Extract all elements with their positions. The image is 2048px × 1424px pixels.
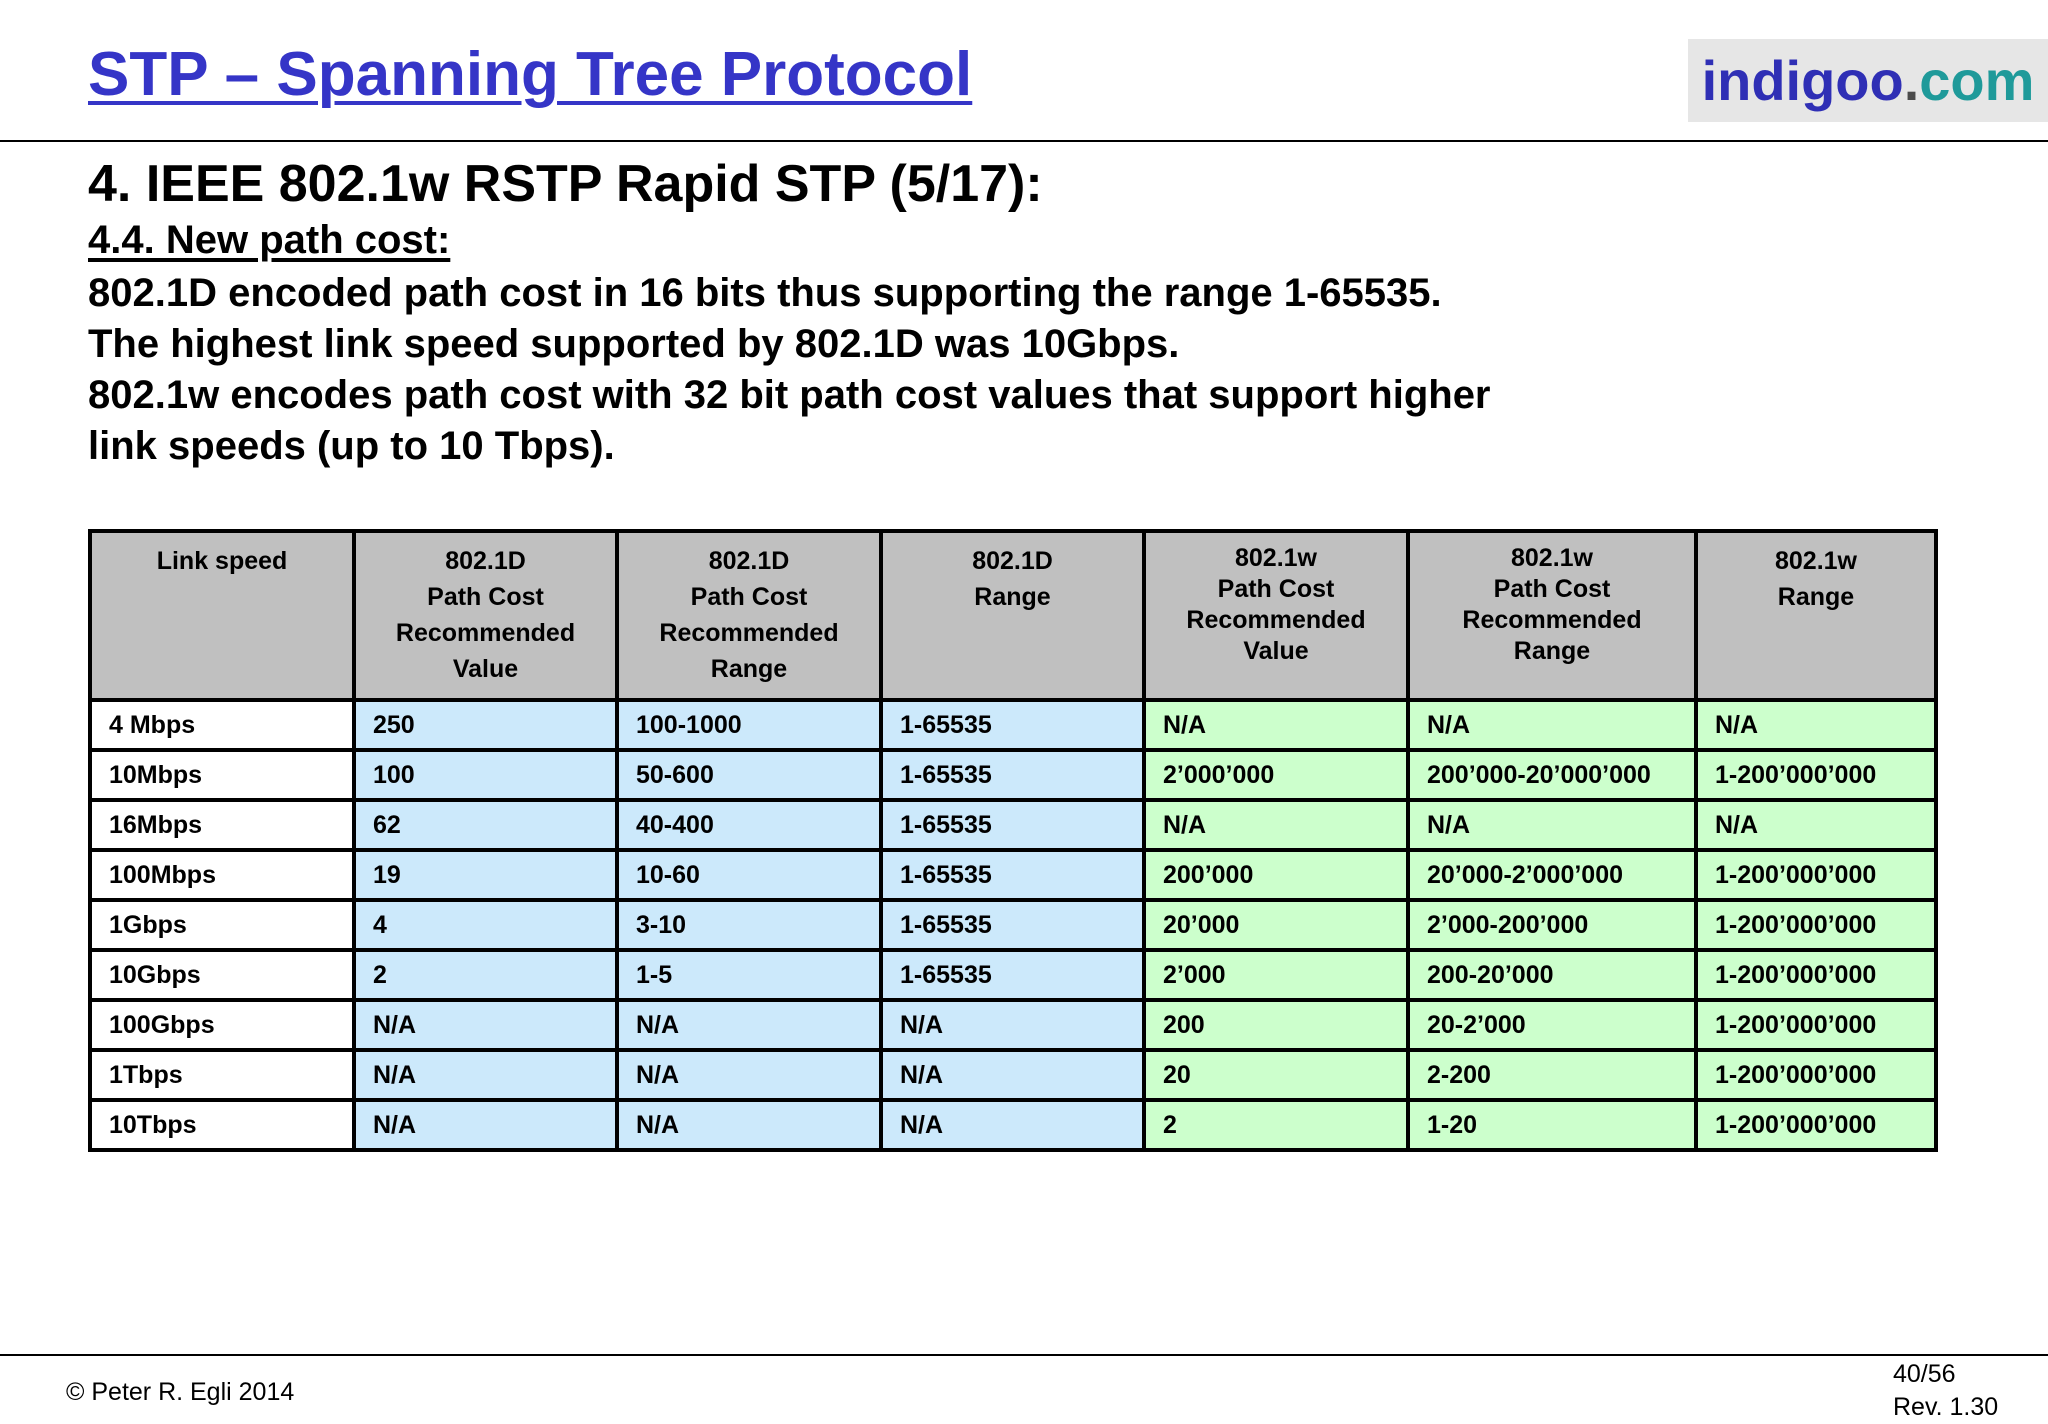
table-cell: 200’000-20’000’000 (1408, 750, 1696, 800)
table-cell: N/A (354, 1000, 617, 1050)
table-cell: 20 (1144, 1050, 1408, 1100)
table-cell: N/A (881, 1050, 1144, 1100)
header-line: Value (452, 655, 519, 683)
page-number: 40/56 (1893, 1360, 1956, 1388)
table-cell: 1-65535 (881, 800, 1144, 850)
table-row (90, 1100, 1936, 1150)
table-cell: 2 (1144, 1100, 1408, 1150)
table-row (90, 950, 1936, 1000)
table-cell: 3-10 (617, 900, 881, 950)
table-cell: 1Tbps (90, 1050, 354, 1100)
header-line: Range (1513, 637, 1591, 665)
header-8021w-cost-value (1144, 531, 1408, 700)
table-cell: 50-600 (617, 750, 881, 800)
table-cell: 2’000-200’000 (1408, 900, 1696, 950)
header-line: Path Cost (690, 583, 808, 611)
table-row (90, 900, 1936, 950)
table-cell: N/A (1144, 800, 1408, 850)
table-cell: 1-65535 (881, 900, 1144, 950)
header-line: Recommended (395, 619, 576, 647)
table-cell: 200-20’000 (1408, 950, 1696, 1000)
table-cell: 10Mbps (90, 750, 354, 800)
table-cell: 2’000’000 (1144, 750, 1408, 800)
table-row (90, 1000, 1936, 1050)
table-cell: 19 (354, 850, 617, 900)
table-cell: 10-60 (617, 850, 881, 900)
paragraph-line: link speeds (up to 10 Tbps). (88, 424, 615, 468)
subsection-heading: 4.4. New path cost: (88, 218, 451, 262)
table-cell: N/A (1408, 700, 1696, 750)
table-row (90, 850, 1936, 900)
paragraph-line: 802.1w encodes path cost with 32 bit path cost values that support higher (88, 373, 1491, 417)
table-cell: 20-2’000 (1408, 1000, 1696, 1050)
revision-label: Rev. 1.30 (1893, 1393, 1999, 1421)
table-cell: 1-200’000’000 (1696, 950, 1936, 1000)
table-cell: 1-200’000’000 (1696, 1050, 1936, 1100)
header-link-speed (90, 531, 354, 700)
header-line: Path Cost (1493, 575, 1611, 603)
section-heading: 4. IEEE 802.1w RSTP Rapid STP (5/17): (88, 155, 1043, 213)
table-cell: 10Gbps (90, 950, 354, 1000)
header-line: Link speed (156, 547, 288, 575)
header-line: 802.1D (972, 547, 1053, 575)
table-cell: 1-20 (1408, 1100, 1696, 1150)
table-cell: 4 (354, 900, 617, 950)
table-cell: 2’000 (1144, 950, 1408, 1000)
page-info (1893, 1358, 1998, 1424)
table-cell: N/A (1144, 700, 1408, 750)
header-8021w-cost-range (1408, 531, 1696, 700)
slide-title: STP – Spanning Tree Protocol (88, 40, 973, 109)
table-cell: 1-65535 (881, 750, 1144, 800)
header-line: 802.1w (1510, 544, 1593, 572)
body-paragraph (88, 268, 1788, 472)
header-line: 802.1D (445, 547, 526, 575)
table-cell: N/A (1408, 800, 1696, 850)
table-cell: 62 (354, 800, 617, 850)
logo-text-dot: . (1903, 49, 1920, 112)
header-line: Recommended (659, 619, 839, 647)
table-row (90, 700, 1936, 750)
header-divider (0, 140, 2048, 142)
header-line: Range (974, 583, 1051, 611)
table-cell: 200 (1144, 1000, 1408, 1050)
table-cell: 10Tbps (90, 1100, 354, 1150)
paragraph-line: 802.1D encoded path cost in 16 bits thus supporting the range 1-65535. (88, 271, 1442, 315)
header-8021w-range (1696, 531, 1936, 700)
header-line: Range (1777, 583, 1855, 611)
table-cell: N/A (617, 1000, 881, 1050)
table-row (90, 750, 1936, 800)
table-header-row (90, 531, 1936, 700)
table-cell: 1-65535 (881, 950, 1144, 1000)
table-cell: 40-400 (617, 800, 881, 850)
table-cell: N/A (1696, 800, 1936, 850)
table-cell: 1-65535 (881, 850, 1144, 900)
header-8021d-range (881, 531, 1144, 700)
paragraph-line: The highest link speed supported by 802.1D was 10Gbps. (88, 322, 1180, 366)
table-cell: N/A (354, 1050, 617, 1100)
header-line: 802.1w (1774, 547, 1857, 575)
table-cell: 200’000 (1144, 850, 1408, 900)
path-cost-table (88, 529, 1938, 1152)
table-cell: 100Mbps (90, 850, 354, 900)
indigoo-logo (1688, 39, 2048, 122)
table-cell: 1-200’000’000 (1696, 750, 1936, 800)
table-cell: N/A (617, 1050, 881, 1100)
table-cell: 1-65535 (881, 700, 1144, 750)
table-cell: 100 (354, 750, 617, 800)
header-line: Recommended (1186, 606, 1366, 634)
table-cell: N/A (1696, 700, 1936, 750)
table-row (90, 1050, 1936, 1100)
header-line: Path Cost (1217, 575, 1335, 603)
header-8021d-cost-value (354, 531, 617, 700)
table-cell: 16Mbps (90, 800, 354, 850)
table-cell: 2-200 (1408, 1050, 1696, 1100)
footer-divider (0, 1354, 2048, 1356)
table-cell: 1-200’000’000 (1696, 1100, 1936, 1150)
table-cell: 1-5 (617, 950, 881, 1000)
table-cell: 100Gbps (90, 1000, 354, 1050)
table-cell: 20’000 (1144, 900, 1408, 950)
logo-text-indigoo: indigoo (1701, 49, 1904, 112)
table-cell: 4 Mbps (90, 700, 354, 750)
table-cell: 1Gbps (90, 900, 354, 950)
header-line: Range (710, 655, 788, 683)
copyright-text: © Peter R. Egli 2014 (66, 1378, 295, 1406)
table-cell: N/A (881, 1000, 1144, 1050)
header-line: Value (1243, 637, 1309, 665)
header-line: 802.1w (1234, 544, 1317, 572)
table-cell: 2 (354, 950, 617, 1000)
table-cell: 250 (354, 700, 617, 750)
table-cell: 1-200’000’000 (1696, 850, 1936, 900)
header-line: 802.1D (708, 547, 790, 575)
table-cell: 1-200’000’000 (1696, 1000, 1936, 1050)
table-cell: N/A (617, 1100, 881, 1150)
logo-text-com: com (1919, 49, 2035, 112)
table-cell: 100-1000 (617, 700, 881, 750)
table-cell: N/A (354, 1100, 617, 1150)
header-line: Path Cost (427, 583, 544, 611)
table-cell: 20’000-2’000’000 (1408, 850, 1696, 900)
header-line: Recommended (1462, 606, 1642, 634)
table-cell: 1-200’000’000 (1696, 900, 1936, 950)
table-cell: N/A (881, 1100, 1144, 1150)
header-8021d-cost-range (617, 531, 881, 700)
table-row (90, 800, 1936, 850)
